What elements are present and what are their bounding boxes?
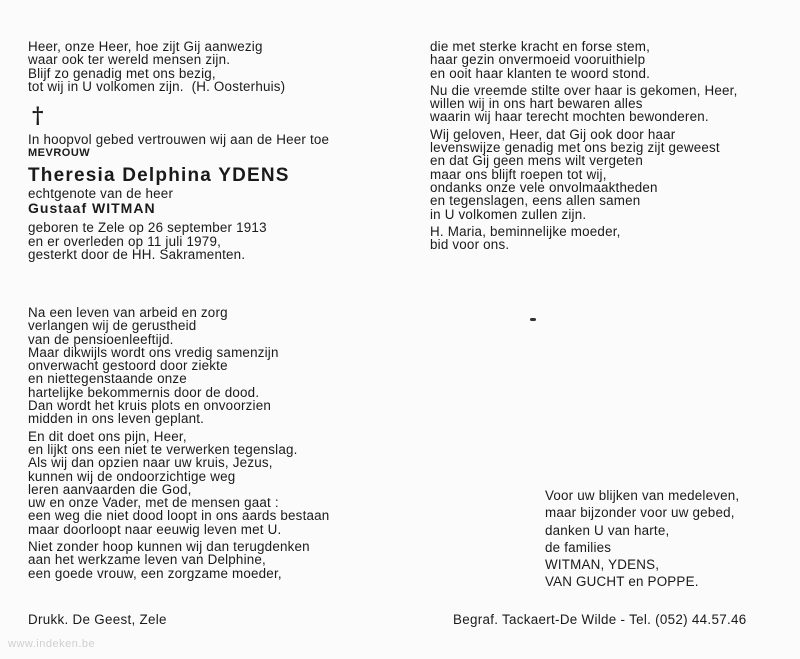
- left-stanza-1: [28, 306, 398, 426]
- printer-credit: Drukk. De Geest, Zele: [28, 612, 167, 627]
- verse-line: verlangen wij de gerustheid: [28, 318, 197, 334]
- left-poem: [28, 306, 398, 580]
- verse-line: leren aanvaarden die God,: [28, 481, 192, 497]
- families-names: VAN GUCHT en POPPE.: [545, 574, 699, 590]
- verse-line: maar ons blijft roepen tot wij,: [430, 166, 607, 182]
- families-names: WITMAN, YDENS,: [545, 557, 660, 573]
- thanks-line: danken U van harte,: [545, 522, 670, 538]
- prayer-line: H. Maria, beminnelijke moeder,: [430, 223, 621, 239]
- verse-line: van de pensioenleeftijd.: [28, 331, 174, 347]
- verse-line: en niettegenstaande onze: [28, 371, 187, 387]
- verse-line: Dan wordt het kruis plots en onvoorzien: [28, 398, 272, 414]
- thanks-line: de families: [545, 539, 612, 555]
- verse-line: Maar dikwijls wordt ons vredig samenzijn: [28, 344, 279, 360]
- verse-line: Nu die vreemde stilte over haar is gekomen, Heer,: [430, 82, 738, 98]
- verse-line: uw en onze Vader, met de mensen gaat :: [28, 495, 279, 511]
- verse-line: waarin wij haar terecht mochten bewonderen.: [430, 109, 709, 125]
- watermark: www.indeken.be: [8, 638, 96, 650]
- verse-line: een goede vrouw, een zorgzame moeder,: [28, 565, 282, 581]
- right-column: [430, 40, 790, 251]
- ink-speck: [530, 318, 536, 321]
- thanks-block: [545, 487, 785, 591]
- verse-line: maar doorloopt naar eeuwig leven met U.: [28, 521, 282, 537]
- verse-line: En dit doet ons pijn, Heer,: [28, 428, 187, 444]
- funeral-home-credit: Begraf. Tackaert-De Wilde - Tel. (052) 44.57.46: [453, 612, 747, 627]
- honorific-title: MEVROUW: [28, 147, 91, 160]
- verse-line: levenswijze genadig met ons bezig zijt geweest: [430, 140, 720, 156]
- spouse-name: Gustaaf WITMAN: [28, 200, 156, 217]
- verse-line: Niet zonder hoop kunnen wij dan terugdenken: [28, 539, 310, 555]
- cross-icon: †: [32, 103, 44, 130]
- verse-line: hartelijke bekommernis door de dood.: [28, 384, 260, 400]
- verse-line: Wij geloven, Heer, dat Gij ook door haar: [430, 126, 676, 142]
- thanks-line: maar bijzonder voor uw gebed,: [545, 505, 735, 521]
- poem-line: Blijf zo genadig met ons bezig,: [28, 65, 216, 81]
- left-stanza-2: [28, 430, 398, 536]
- verse-line: die met sterke kracht en forse stem,: [430, 39, 651, 54]
- verse-line: en tegenslagen, eens allen samen: [430, 193, 641, 209]
- verse-line: in U volkomen zullen zijn.: [430, 206, 587, 222]
- verse-line: Na een leven van arbeid en zorg: [28, 305, 228, 320]
- verse-line: midden in ons leven geplant.: [28, 411, 205, 427]
- right-stanza-3: [430, 128, 790, 221]
- birth-death-info: [28, 221, 388, 261]
- prayer: [430, 225, 790, 252]
- verse-line: kunnen wij de ondoorzichtige weg: [28, 468, 236, 484]
- thanks-line: Voor uw blijken van medeleven,: [545, 488, 740, 503]
- left-column: [28, 40, 388, 261]
- poem-line: tot wij in U volkomen zijn. (H. Oosterhuis): [28, 78, 286, 94]
- birth-line: geboren te Zele op 26 september 1913: [28, 220, 267, 236]
- left-stanza-3: [28, 540, 398, 580]
- verse-line: een weg die niet dood loopt in ons aards bestaan: [28, 508, 330, 524]
- death-line: en er overleden op 11 juli 1979,: [28, 233, 222, 249]
- intro-text: In hoopvol gebed vertrouwen wij aan de Heer toe: [28, 132, 330, 148]
- sacraments-line: gesterkt door de HH. Sakramenten.: [28, 246, 246, 262]
- right-stanza-1: [430, 40, 790, 80]
- verse-line: onverwacht gestoord door ziekte: [28, 358, 228, 374]
- verse-line: Als wij dan opzien naar uw kruis, Jezus,: [28, 455, 273, 471]
- verse-line: ondanks onze vele onvolmaaktheden: [430, 179, 658, 195]
- verse-line: en lijkt ons een niet te verwerken tegenslag.: [28, 441, 298, 457]
- verse-line: willen wij in ons hart bewaren alles: [430, 96, 643, 112]
- spouse-intro: echtgenote van de heer: [28, 185, 174, 201]
- verse-line: en ooit haar klanten te woord stond.: [430, 65, 651, 81]
- verse-line: aan het werkzame leven van Delphine,: [28, 552, 266, 568]
- deceased-name: Theresia Delphina YDENS: [28, 164, 290, 186]
- right-stanza-2: [430, 84, 790, 124]
- prayer-line: bid voor ons.: [430, 237, 510, 253]
- poem-line: waar ook ter wereld mensen zijn.: [28, 52, 231, 68]
- verse-line: en dat Gij geen mens wilt vergeten: [430, 153, 643, 169]
- poem-line: Heer, onze Heer, hoe zijt Gij aanwezig: [28, 39, 263, 54]
- opening-poem: [28, 40, 388, 93]
- verse-line: haar gezin onvermoeid vooruithielp: [430, 52, 646, 68]
